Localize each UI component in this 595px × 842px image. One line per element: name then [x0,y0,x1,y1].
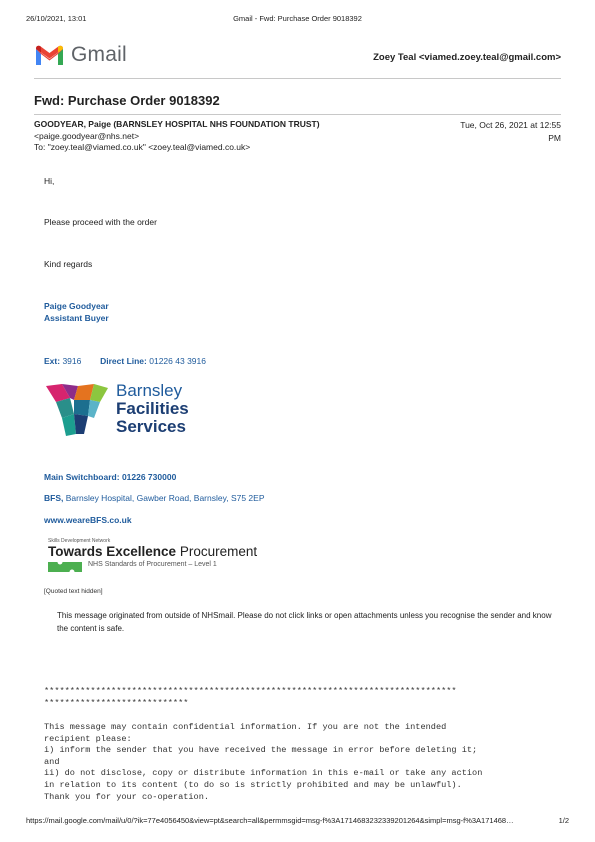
header-divider [34,78,561,79]
print-datetime: 26/10/2021, 13:01 [26,14,87,23]
quoted-text-toggle[interactable]: [Quoted text hidden] [44,588,103,595]
bfs-emblem-icon [44,382,110,438]
print-header [26,14,569,26]
direct-line-value: 01226 43 3916 [149,356,206,366]
email-date [421,119,561,145]
print-page-title: Gmail - Fwd: Purchase Order 9018392 [233,14,362,23]
confidentiality-disclaimer: This message may contain confidential information. If you are not the intended recipient please: i) inform the sender that you have received the message in error before deleting it; and ii) do not disclose, copy or distribute information in this e-mail or take any action in relation to its content (to do so is strictly prohibited and may be unlawful). Thank you for your co-operation. [44,722,483,802]
tep-title-rest: Procurement [179,544,258,559]
print-page-number: 1/2 [558,816,569,825]
email-date-line1: Tue, Oct 26, 2021 at 12:55 [460,120,561,130]
gmail-logo[interactable] [34,43,127,67]
website-link[interactable]: www.weareBFS.co.uk [44,515,132,525]
print-footer [26,816,569,828]
tep-network-label: Skills Development Network [48,538,111,544]
disclaimer-separator [44,686,457,709]
towards-excellence-badge [44,538,274,574]
bfs-logo [44,382,204,438]
email-subject: Fwd: Purchase Order 9018392 [34,93,220,108]
signoff: Kind regards [44,259,93,269]
ext-value: 3916 [62,356,82,366]
recipient-line: To: "zoey.teal@viamed.co.uk" <zoey.teal@viamed.co.uk> [34,142,251,152]
stars-line-2: **************************** [44,697,189,708]
greeting: Hi, [44,176,55,186]
switchboard-line [44,472,176,482]
print-url: https://mail.google.com/mail/u/0/?ik=77e4056450&view=pt&search=all&permmsgid=msg-f%3A1714683232339201264&simpl=msg-f%3A171468… [26,816,514,825]
stars-line-1: ******************************************************************************** [44,686,457,696]
direct-line-label: Direct Line: [100,356,147,366]
bfs-address: Barnsley Hospital, Gawber Road, Barnsley, S75 2EP [65,493,265,503]
phone-line [44,356,206,366]
bfs-word-1: Barnsley [116,381,183,400]
message-text: Please proceed with the order [44,217,157,227]
external-sender-notice: This message originated from outside of NHSmail. Please do not click links or open attachments unless you recognise the sender and know the content is safe. [57,611,552,633]
bfs-word-3: Services [116,417,186,436]
email-date-line2: PM [548,133,561,143]
subject-divider [34,114,561,115]
gmail-m-icon [34,43,65,67]
address-line [44,493,265,503]
switchboard-label: Main Switchboard: [44,472,120,482]
bfs-wordmark [116,382,189,436]
gmail-wordmark: Gmail [71,43,127,66]
bfs-word-2: Facilities [116,399,189,418]
account-identity: Zoey Teal <viamed.zoey.teal@gmail.com> [373,52,561,63]
signature-name: Paige Goodyear [44,301,109,311]
tep-title [48,544,257,559]
ext-label: Ext: [44,356,61,366]
puzzle-icon [48,561,84,573]
bfs-label: BFS, [44,493,64,503]
sender-name: GOODYEAR, Paige (BARNSLEY HOSPITAL NHS FOUNDATION TRUST) [34,119,320,129]
signature-role: Assistant Buyer [44,313,109,323]
sender-email: <paige.goodyear@nhs.net> [34,131,140,141]
switchboard-value: 01226 730000 [121,472,177,482]
tep-title-bold: Towards Excellence [48,544,177,559]
tep-subtitle: NHS Standards of Procurement – Level 1 [88,561,217,568]
